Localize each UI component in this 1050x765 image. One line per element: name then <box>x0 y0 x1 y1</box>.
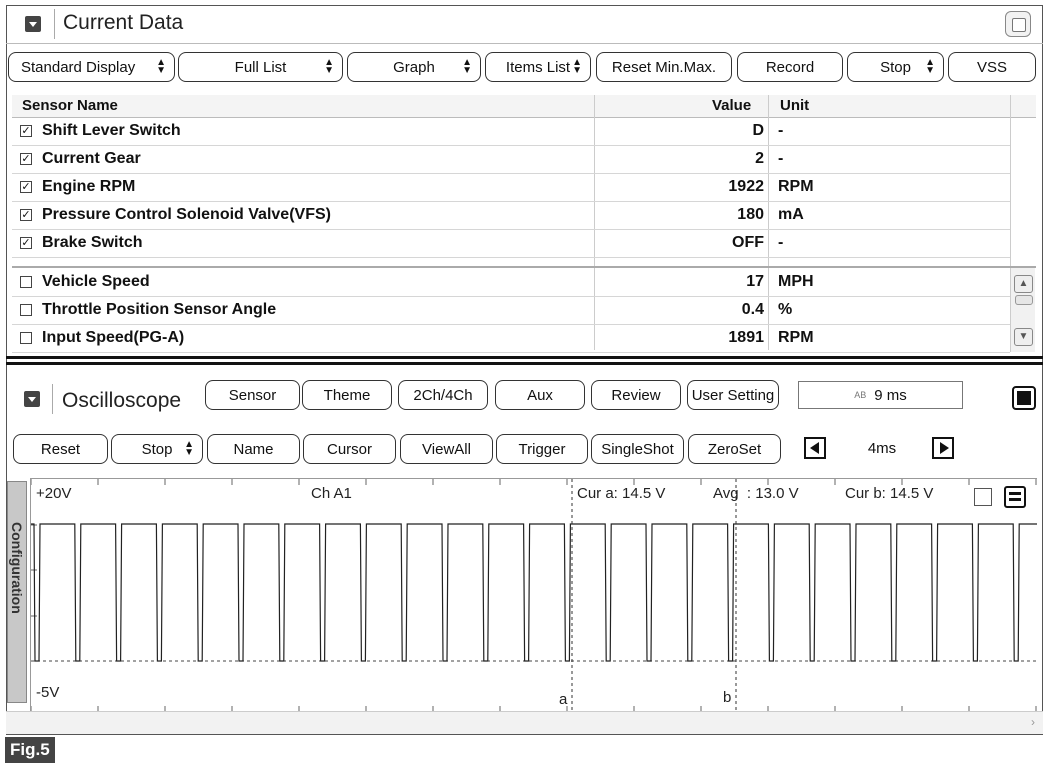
ab-icon: AB <box>854 390 867 400</box>
collapse-icon[interactable] <box>25 16 41 32</box>
scroll-up-icon[interactable]: ▲ <box>1014 275 1033 293</box>
record-stop-icon[interactable] <box>1012 386 1036 410</box>
timebase-left-icon[interactable] <box>804 437 826 459</box>
header-value: Value <box>712 97 752 114</box>
stop-button[interactable] <box>847 52 944 82</box>
row-checkbox[interactable]: ✓ <box>21 153 31 165</box>
viewall-button[interactable] <box>400 434 493 464</box>
collapse-icon[interactable] <box>24 391 40 407</box>
table-row[interactable] <box>12 146 1010 174</box>
updown-arrows-icon: ▲ ▼ <box>462 57 472 76</box>
table-row[interactable] <box>12 174 1010 202</box>
aux-button[interactable] <box>495 380 585 410</box>
reset-button-label: Reset <box>40 440 81 458</box>
full-list-button[interactable] <box>178 52 343 82</box>
2ch-4ch-button[interactable] <box>398 380 488 410</box>
zeroset-button-label: ZeroSet <box>707 440 762 458</box>
sensor-value: 17 <box>746 273 764 290</box>
cursor-button-label: Cursor <box>326 440 372 458</box>
table-row[interactable] <box>12 202 1010 230</box>
theme-button[interactable] <box>302 380 392 410</box>
sensor-value: 2 <box>755 150 764 167</box>
standard-display-button[interactable] <box>8 52 175 82</box>
sensor-name: Pressure Control Solenoid Valve(VFS) <box>42 206 331 223</box>
sensor-button-label: Sensor <box>228 386 277 404</box>
singleshot-button-label: SingleShot <box>601 440 674 458</box>
panel-title: Current Data <box>63 11 184 34</box>
user-setting-button[interactable] <box>687 380 779 410</box>
sensor-name: Throttle Position Sensor Angle <box>42 301 277 318</box>
record-button[interactable] <box>737 52 843 82</box>
cursor-b-readout: Cur b: 14.5 V <box>845 485 934 502</box>
table-header <box>12 95 1036 118</box>
trigger-button[interactable] <box>496 434 588 464</box>
record-button-label: Record <box>765 58 815 76</box>
sensor-unit: RPM <box>778 329 814 346</box>
review-button-label: Review <box>611 386 661 404</box>
row-checkbox[interactable]: ✓ <box>21 237 31 249</box>
average-readout: Avg : 13.0 V <box>713 485 799 502</box>
user-setting-button-label: User Setting <box>691 386 775 404</box>
graph-button-label: Graph <box>393 58 435 76</box>
waveform-plot <box>31 479 1037 712</box>
list-separator <box>12 266 1036 268</box>
sensor-unit: % <box>778 301 793 318</box>
sensor-unit: - <box>778 234 784 251</box>
reset-button[interactable] <box>13 434 108 464</box>
divider <box>52 384 53 414</box>
stop-button-label: Stop <box>880 58 911 76</box>
cursor-a-readout: Cur a: 14.5 V <box>577 485 666 502</box>
time-display <box>798 381 963 409</box>
oscilloscope-graph[interactable] <box>30 478 1037 712</box>
timebase-right-icon[interactable] <box>932 437 954 459</box>
cursor-a-label: a <box>559 691 568 708</box>
configuration-tab-label: Configuration <box>9 522 25 614</box>
cursor-b-label: b <box>723 689 732 706</box>
header-unit: Unit <box>780 97 810 114</box>
name-button[interactable] <box>207 434 300 464</box>
items-list-button-label: Items List <box>505 58 571 76</box>
table-row[interactable] <box>12 325 1010 353</box>
list-scrollbar[interactable] <box>1010 268 1035 352</box>
full-list-button-label: Full List <box>234 58 287 76</box>
sensor-name: Vehicle Speed <box>42 273 150 290</box>
sensor-value: 1922 <box>728 178 764 195</box>
stop-button-label: Stop <box>141 440 173 458</box>
review-button[interactable] <box>591 380 681 410</box>
graph-checkbox[interactable] <box>974 488 992 506</box>
table-row[interactable] <box>12 118 1010 146</box>
sensor-value: 180 <box>737 206 764 223</box>
horizontal-scrollbar[interactable] <box>6 711 1043 734</box>
sensor-name: Current Gear <box>42 150 141 167</box>
sensor-value: 1891 <box>728 329 764 346</box>
graph-button[interactable] <box>347 52 481 82</box>
y-min-label: -5V <box>36 684 60 701</box>
row-checkbox[interactable] <box>20 304 32 316</box>
theme-button-label: Theme <box>323 386 371 404</box>
vss-button[interactable] <box>948 52 1036 82</box>
figure-label: Fig.5 <box>5 737 55 763</box>
vss-button-label: VSS <box>976 58 1007 76</box>
cursor-button[interactable] <box>303 434 396 464</box>
aux-button-label: Aux <box>527 386 553 404</box>
header-sensor-name: Sensor Name <box>22 97 118 114</box>
row-checkbox[interactable]: ✓ <box>21 125 31 137</box>
updown-arrows-icon: ▲ ▼ <box>184 439 194 458</box>
menu-icon[interactable] <box>1004 486 1026 508</box>
sensor-name: Shift Lever Switch <box>42 122 181 139</box>
waveform-trace <box>31 524 1037 661</box>
channel-label: Ch A1 <box>311 485 352 502</box>
sensor-unit: - <box>778 150 784 167</box>
sensor-value: OFF <box>732 234 764 251</box>
row-checkbox[interactable]: ✓ <box>21 181 31 193</box>
trigger-button-label: Trigger <box>518 440 566 458</box>
table-row[interactable] <box>12 297 1010 325</box>
singleshot-button[interactable] <box>591 434 684 464</box>
panel-splitter <box>6 362 1043 365</box>
updown-arrows-icon: ▲ ▼ <box>324 57 334 76</box>
row-checkbox[interactable]: ✓ <box>21 209 31 221</box>
sensor-unit: RPM <box>778 178 814 195</box>
updown-arrows-icon: ▲ ▼ <box>925 57 935 76</box>
sensor-button[interactable] <box>205 380 300 410</box>
sensor-name: Engine RPM <box>42 178 136 195</box>
maximize-icon[interactable] <box>1005 11 1031 37</box>
name-button-label: Name <box>233 440 274 458</box>
sensor-unit: MPH <box>778 273 814 290</box>
sensor-name: Brake Switch <box>42 234 143 251</box>
row-checkbox[interactable] <box>20 276 32 288</box>
scroll-down-icon[interactable]: ▼ <box>1014 328 1033 346</box>
sensor-unit: - <box>778 122 784 139</box>
reset-min-max-button-label: Reset Min.Max. <box>611 58 717 76</box>
table-row[interactable] <box>12 230 1010 258</box>
stop-button[interactable] <box>111 434 203 464</box>
y-max-label: +20V <box>36 485 72 502</box>
time-display-value: 9 ms <box>874 386 907 404</box>
divider <box>54 9 55 39</box>
zeroset-button[interactable] <box>688 434 781 464</box>
column-divider <box>1010 95 1011 268</box>
sensor-unit: mA <box>778 206 804 223</box>
panel-splitter[interactable] <box>6 356 1043 359</box>
sensor-value: D <box>752 122 764 139</box>
scroll-thumb[interactable] <box>1015 295 1033 305</box>
standard-display-button-label: Standard Display <box>21 58 136 76</box>
viewall-button-label: ViewAll <box>422 440 471 458</box>
timebase-value: 4ms <box>867 440 897 457</box>
scroll-right-icon[interactable]: › <box>1031 715 1035 729</box>
updown-arrows-icon: ▲ ▼ <box>572 57 582 76</box>
2ch-4ch-button-label: 2Ch/4Ch <box>413 386 473 404</box>
reset-min-max-button[interactable] <box>596 52 732 82</box>
items-list-button[interactable] <box>485 52 591 82</box>
updown-arrows-icon: ▲ ▼ <box>156 57 166 76</box>
row-checkbox[interactable] <box>20 332 32 344</box>
configuration-tab[interactable] <box>7 481 27 703</box>
current-data-header <box>6 5 1043 44</box>
table-row[interactable] <box>12 269 1010 297</box>
oscilloscope-title: Oscilloscope <box>62 389 182 412</box>
sensor-name: Input Speed(PG-A) <box>42 329 185 346</box>
sensor-value: 0.4 <box>741 301 764 318</box>
